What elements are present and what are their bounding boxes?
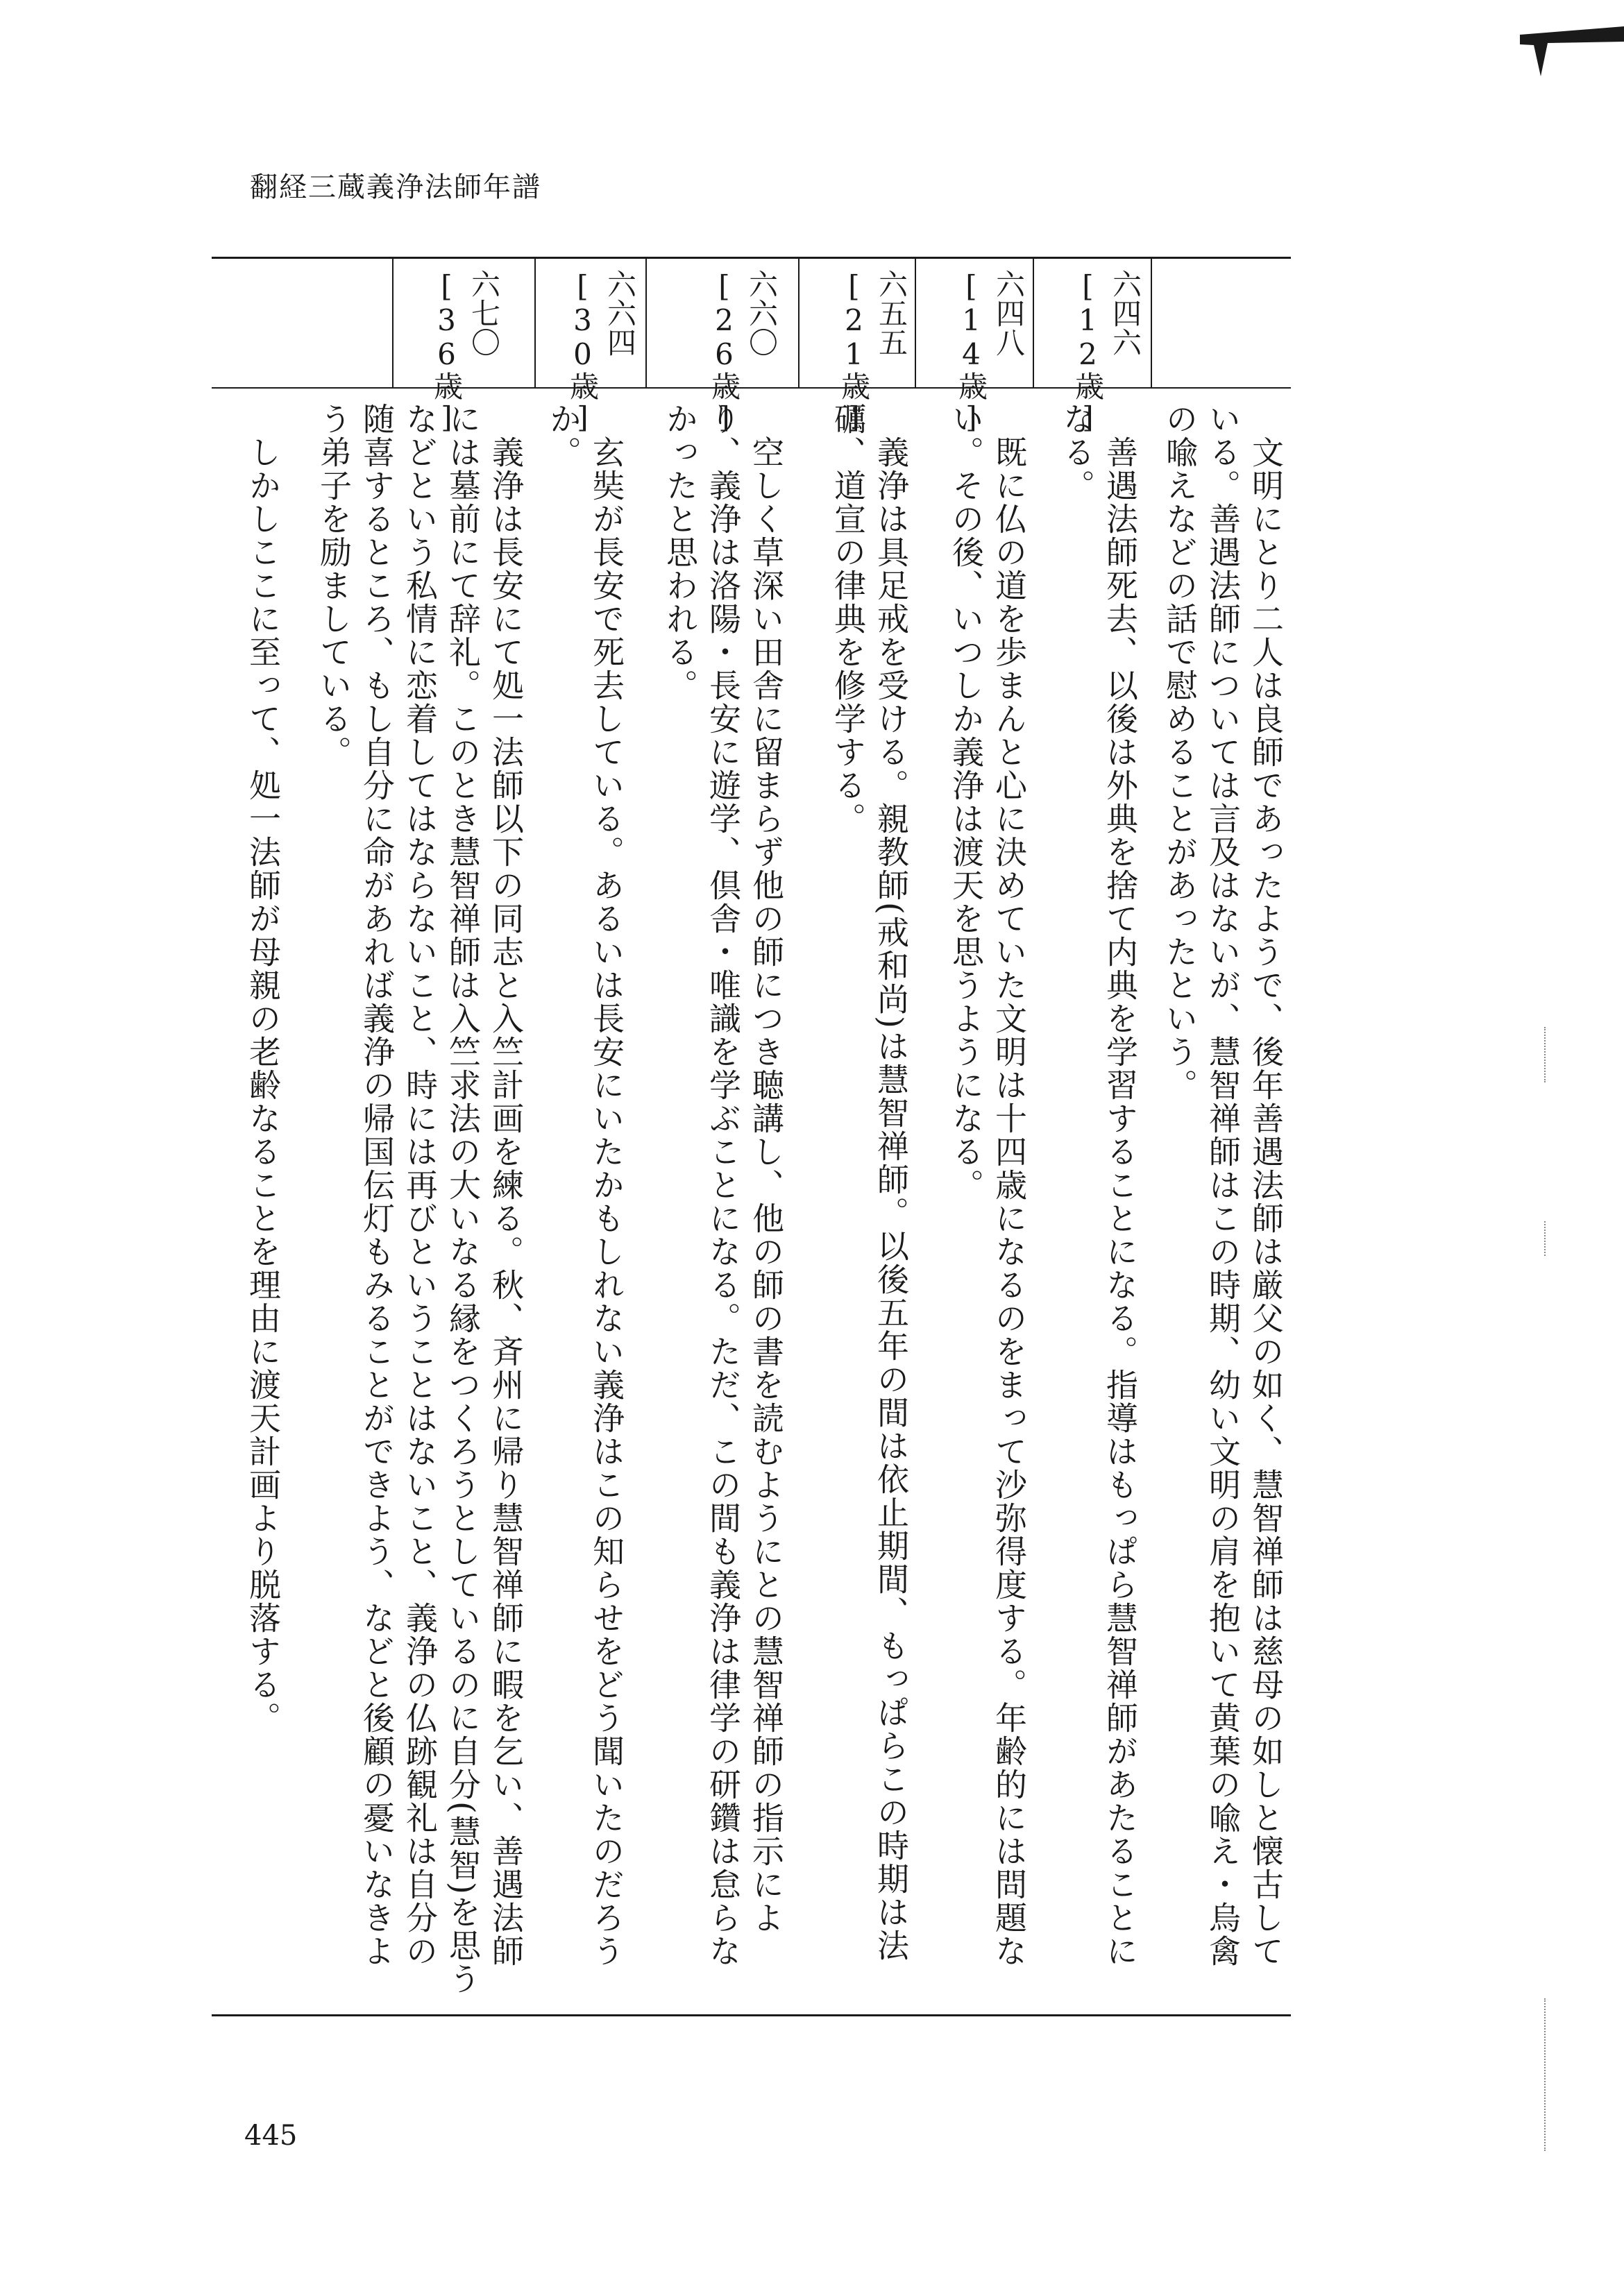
col-separator	[645, 257, 647, 387]
year-label: 六七〇	[467, 269, 501, 357]
entry-text: 既に仏の道を歩まんと心に決めていた文明は十四歳になるのをまって沙弥得度する。年齢的には問題ない。その後、いつしか義浄は渡天を思うようになる。	[947, 402, 1028, 1968]
age-label: [26歳]	[707, 269, 741, 434]
year-cell	[705, 269, 780, 434]
age-label: [12歳]	[1071, 269, 1105, 434]
year-cell	[564, 269, 638, 434]
col-separator	[392, 257, 394, 387]
col-separator	[915, 257, 916, 387]
age-label: [21歳]	[837, 269, 871, 434]
corner-mark	[1520, 14, 1624, 76]
entry-text: 空しく草深い田舎に留まらず他の師につき聴講し、他の師の書を読むようにとの慧智禅師の指示により、義浄は洛陽・長安に遊学、倶舎・唯識を学ぶことになる。ただ、この間も義浄は律学の研鑽は怠らなかったと思われる。	[661, 402, 785, 1968]
year-label: 六五五	[874, 269, 908, 357]
year-cell	[1069, 269, 1144, 434]
entry-text: 善遇法師死去、以後は外典を捨て内典を学習することになる。指導はもっぱら慧智禅師があたることになる。	[1058, 402, 1139, 1968]
year-cell	[952, 269, 1027, 434]
year-label: 六四八	[992, 269, 1026, 357]
scan-mark	[1544, 1221, 1546, 1256]
col-separator	[1033, 257, 1034, 387]
table-header-rule	[212, 387, 1291, 389]
entry-text: しかしここに至って、処一法師が母親の老齢なることを理由に渡天計画より脱落する。	[244, 402, 282, 1735]
age-label: [36歳]	[430, 269, 464, 434]
entry-text: 義浄は具足戒を受ける。親教師(戒和尚)は慧智禅師。以後五年の間は依止期間、もっぱらこの時期は法礪、道宣の律典を修学する。	[829, 402, 910, 1962]
col-separator	[1151, 257, 1152, 387]
year-cell	[428, 269, 502, 434]
entry-text: 玄奘が長安で死去している。あるいは長安にいたかもしれない義浄はこの知らせをどう聞いたのだろうか。	[545, 402, 625, 1968]
col-separator	[534, 257, 536, 387]
running-head: 翻経三蔵義浄法師年譜	[250, 171, 541, 203]
year-label: 六六〇	[745, 269, 779, 357]
entry-text: 義浄は長安にて処一法師以下の同志と入竺計画を練る。秋、斉州に帰り慧智禅師に暇を乞い、善遇法師には墓前にて辞礼。このとき慧智禅師は入竺求法の大いなる縁をつくろうとしているのに自分(慧智)を思うなどという私情に恋着してはならないこと、時には再びということはないこと、義浄の仏跡観礼は自分の随喜するところ、もし自分に命があれば義浄の帰国伝灯もみることができよう、などと後顧の憂いなきよう弟子を励ましている。	[315, 402, 525, 1996]
age-label: [30歳]	[566, 269, 600, 434]
col-separator	[798, 257, 800, 387]
table-top-rule	[212, 257, 1291, 259]
entry-text: 文明にとり二人は良師であったようで、後年善遇法師は厳父の如く、慧智禅師は慈母の如しと懐古している。善遇法師については言及はないが、慧智禅師はこの時期、幼い文明の肩を抱いて黄葉の喩え・烏禽の喩えなどの話で慰めることがあったという。	[1161, 402, 1285, 1968]
year-cell	[835, 269, 910, 434]
scan-mark	[1544, 1998, 1546, 2151]
table-bottom-rule	[212, 2014, 1291, 2016]
scan-mark	[1544, 1027, 1546, 1082]
age-label: [14歳]	[954, 269, 988, 434]
year-label: 六六四	[603, 269, 637, 357]
year-label: 六四六	[1108, 269, 1142, 357]
page-number: 445	[244, 2120, 298, 2152]
